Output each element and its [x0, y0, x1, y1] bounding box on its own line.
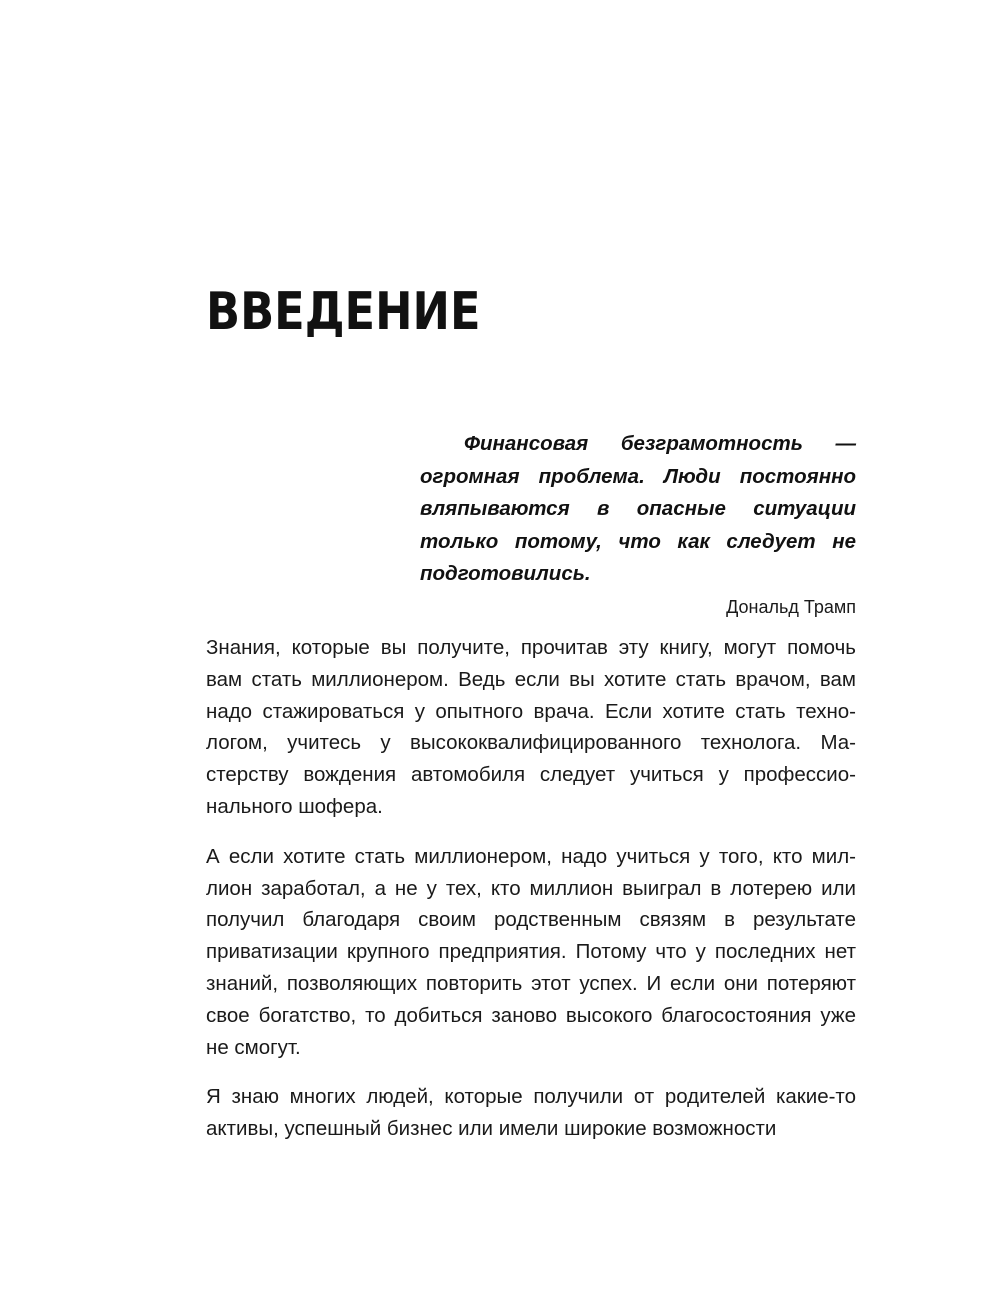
- body-text: [206, 632, 856, 1163]
- epigraph: [420, 428, 856, 623]
- chapter-title: ВВЕДЕНИЕ: [206, 282, 481, 342]
- epigraph-quote: Финансовая безграмотность — огромная проблема. Люди постоянно вляпываются в опасные ситуации только потому, что как следует не подготовились.: [420, 432, 856, 585]
- paragraph-3: Я знаю многих людей, которые получили от родителей какие-то активы, успешный бизнес или имели широкие возможности: [206, 1085, 856, 1141]
- paragraph-2: А если хотите стать миллионером, надо учиться у того, кто миллион заработал, а не у тех, кто миллион выиграл в лотерею или получил благодаря своим родственным связям в результате приватизации крупного предприятия. Потому что у последних нет знаний, позволяющих повторить этот успех. И если они потеряют свое богатство, то добиться заново высокого благосостояния уже не смогут.: [206, 844, 856, 1059]
- paragraph-1: Знания, которые вы получите, прочитав эту книгу, могут помочь вам стать миллионером. Ведь если вы хотите стать врачом, вам надо стажироваться у опытного врача. Если хотите стать технологом, учитесь у высококвалифицированного технолога. Мастерству вождения автомобиля следует учиться у профессионального шофера.: [206, 636, 856, 818]
- epigraph-author: Дональд Трамп: [726, 596, 856, 617]
